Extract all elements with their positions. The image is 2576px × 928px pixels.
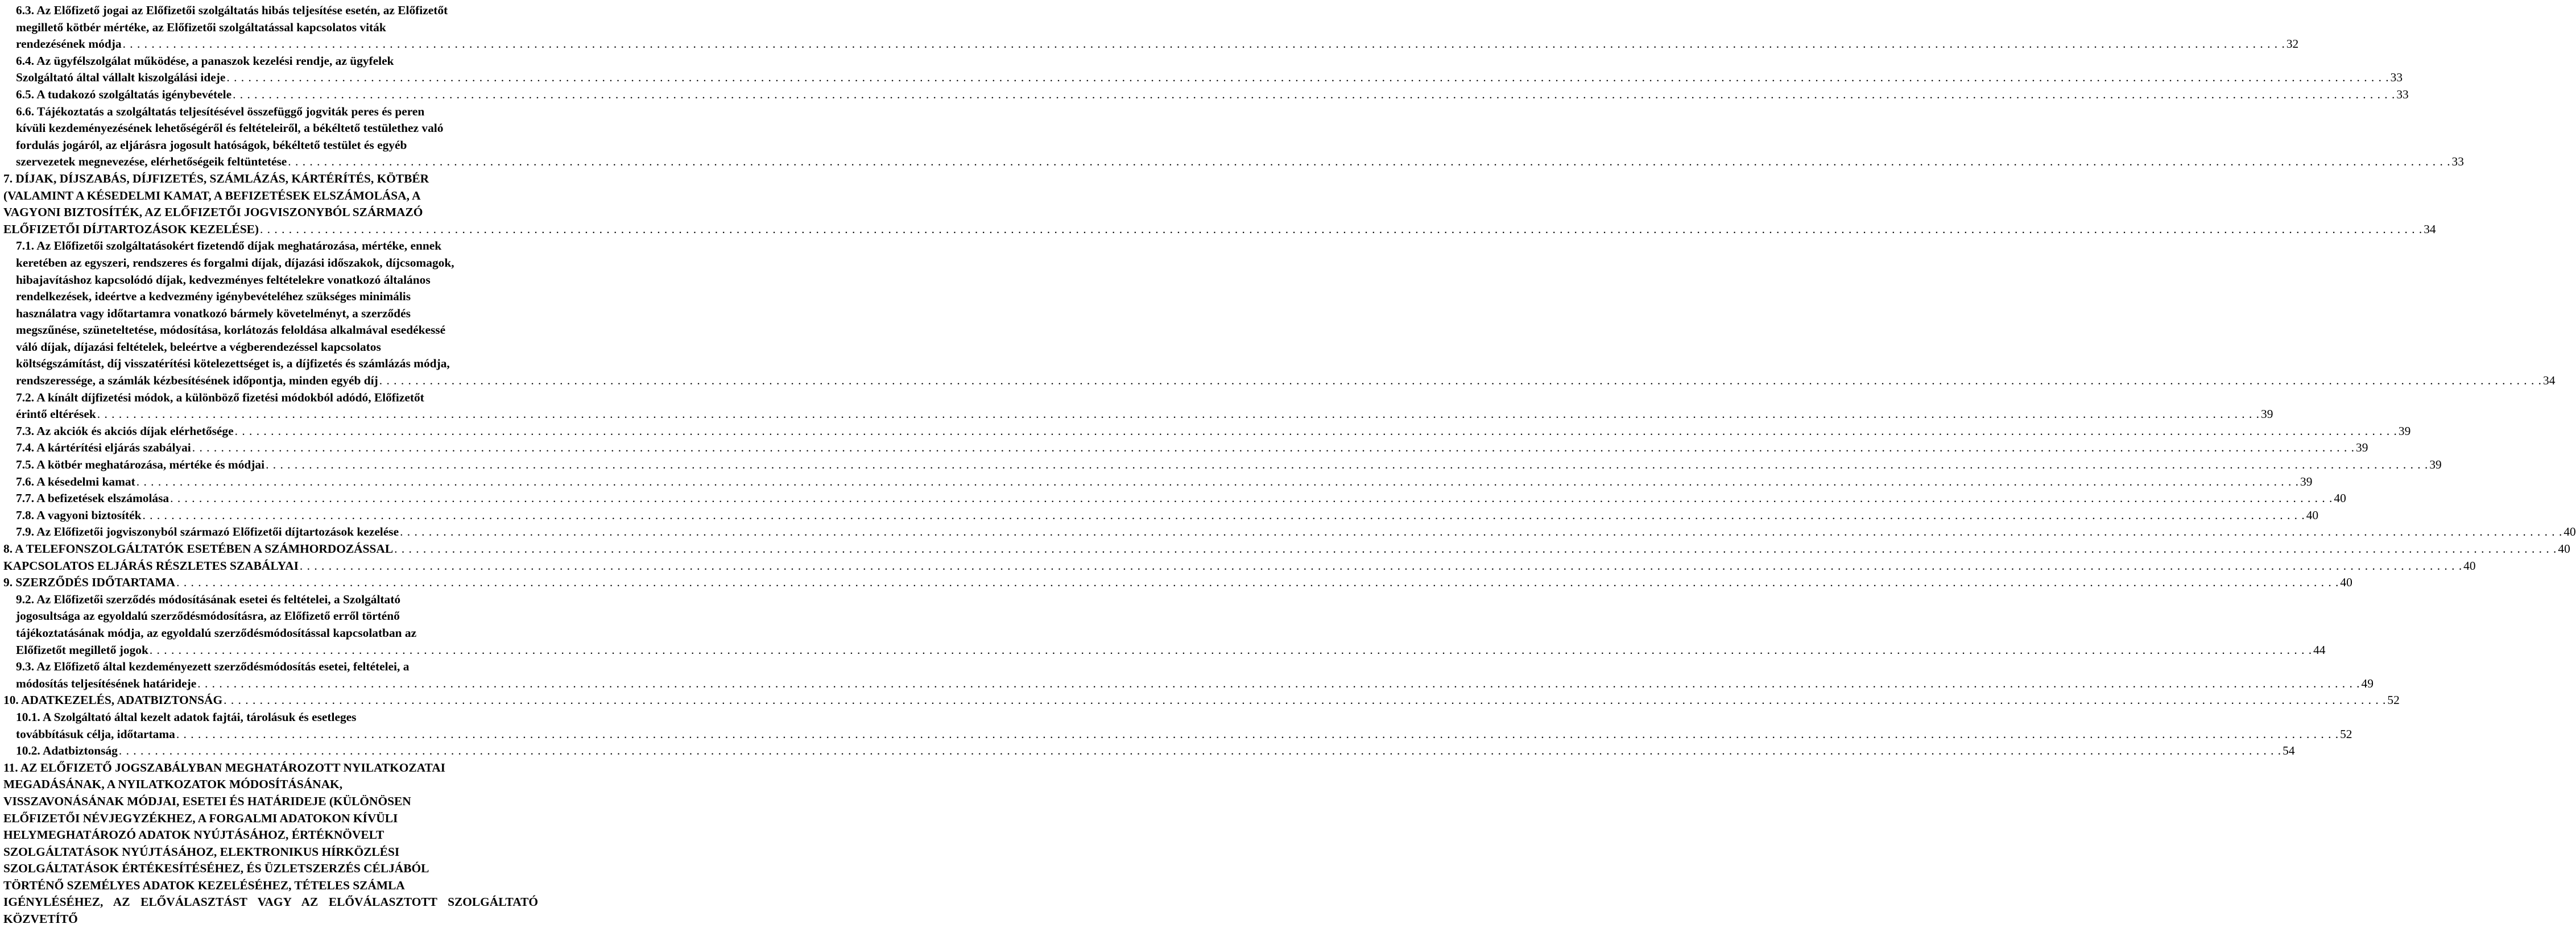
toc-entry-line: 7.2. A kínált díjfizetési módok, a különböző fizetési módokból adódó, Előfizetőt xyxy=(16,390,424,404)
toc-entry-title: 7.8. A vagyoni biztosíték xyxy=(16,508,142,522)
page-number: 44 xyxy=(2313,643,2326,657)
toc-entry-last-line xyxy=(16,69,2403,86)
toc-entry[interactable] xyxy=(3,692,2400,709)
toc-entry-line: költségszámítást, díj visszatérítési kötelezettséget is, a díjfizetés és számlázás módja, xyxy=(16,357,450,371)
page-number: 40 xyxy=(2563,525,2576,539)
page-number: 33 xyxy=(2396,87,2409,101)
toc-entry-line: (VALAMINT A KÉSEDELMI KAMAT, A BEFIZETÉSEK ELSZÁMOLÁSA, A xyxy=(3,188,421,202)
toc-entry-line: HELYMEGHATÁROZÓ ADATOK NYÚJTÁSÁHOZ, ÉRTÉKNÖVELT xyxy=(3,828,384,842)
toc-entry[interactable] xyxy=(16,507,2319,524)
toc-entry[interactable] xyxy=(16,440,2368,457)
toc-entry[interactable] xyxy=(3,574,2352,591)
toc-entry[interactable] xyxy=(3,760,538,928)
page-number: 39 xyxy=(2300,474,2313,488)
dot-leader: . . . . . . . . . . . . . . . . . . . . . . . . . . . . . . . . . . . . . . . . . . . . . . . . . . . . . . . . . . . . . . . . . . . . . . . . . . . . . . . . . . . . . . . . . . . . . . . . . . . . . . . . . . . . . . . . . . . . . . . . . . . . . . . . . . . . . . . . . . . . . . . . . . . . . . . . . . . . . . . . . . . . . . . . . . . . . . . . . . . . . . . . . . . . . . . . . . . . . . . . . . . . . . . . . . . . . . . . . . . . . . . . . . . . . . . . . . . . . . . . . . . . . . . . . . . . . . . . . . . . . . . . . . . . . . . . . . . . . . . . . . . . . . . . . . . . . . . . . . . . xyxy=(394,542,2557,556)
toc-entry[interactable] xyxy=(3,558,2476,575)
toc-entry-last-line xyxy=(16,457,2442,474)
toc-entry[interactable] xyxy=(16,743,2295,760)
toc-entry-last-line xyxy=(16,524,2576,541)
dot-leader: . . . . . . . . . . . . . . . . . . . . . . . . . . . . . . . . . . . . . . . . . . . . . . . . . . . . . . . . . . . . . . . . . . . . . . . . . . . . . . . . . . . . . . . . . . . . . . . . . . . . . . . . . . . . . . . . . . . . . . . . . . . . . . . . . . . . . . . . . . . . . . . . . . . . . . . . . . . . . . . . . . . . . . . . . . . . . . . . . . . . . . . . . . . . . . . . . . . . . . . . . . . . . . . . . . . . . . . . . . . . . . . . . . . . . . . . . . . . . . . . . . . . . . . . . . . . . . . . . . . . . . . . . . . . . . . . . . . . . . . . . . . . . . . . . . . . . . . . . . . . xyxy=(149,643,2313,657)
toc-entry-title: érintő eltérések xyxy=(16,407,96,421)
toc-entry-last-line xyxy=(16,490,2346,507)
page-number: 40 xyxy=(2558,542,2570,556)
page-number: 39 xyxy=(2261,407,2273,421)
toc-entry-title: rendszeressége, a számlák kézbesítésének időpontja, minden egyéb díj xyxy=(16,374,378,388)
dot-leader: . . . . . . . . . . . . . . . . . . . . . . . . . . . . . . . . . . . . . . . . . . . . . . . . . . . . . . . . . . . . . . . . . . . . . . . . . . . . . . . . . . . . . . . . . . . . . . . . . . . . . . . . . . . . . . . . . . . . . . . . . . . . . . . . . . . . . . . . . . . . . . . . . . . . . . . . . . . . . . . . . . . . . . . . . . . . . . . . . . . . . . . . . . . . . . . . . . . . . . . . . . . . . . . . . . . . . . . . . . . . . . . . . . . . . . . . . . . . . . . . . . . . . . . . . . . . . . . . . . . . . . . . . . . . . . . . . . . . . . . . . . . . . . . . . . . . . . . . . . . . xyxy=(176,575,2339,590)
toc-entry-line: VISSZAVONÁSÁNAK MÓDJAI, ESETEI ÉS HATÁRIDEJE (KÜLÖNÖSEN xyxy=(3,794,411,808)
toc-entry-line: IGÉNYLÉSÉHEZ, AZ ELŐVÁLASZTÁST VAGY AZ ELŐVÁLASZTOTT SZOLGÁLTATÓ KÖZVETÍTŐ xyxy=(3,895,538,926)
dot-leader: . . . . . . . . . . . . . . . . . . . . . . . . . . . . . . . . . . . . . . . . . . . . . . . . . . . . . . . . . . . . . . . . . . . . . . . . . . . . . . . . . . . . . . . . . . . . . . . . . . . . . . . . . . . . . . . . . . . . . . . . . . . . . . . . . . . . . . . . . . . . . . . . . . . . . . . . . . . . . . . . . . . . . . . . . . . . . . . . . . . . . . . . . . . . . . . . . . . . . . . . . . . . . . . . . . . . . . . . . . . . . . . . . . . . . . . . . . . . . . . . . . . . . . . . . . . . . . . . . . . . . . . . . . . . . . . . . . . . . . . . . . . . . . . . . . . . . . . . . . . . xyxy=(118,744,2282,758)
toc-entry-last-line xyxy=(16,406,2273,423)
dot-leader: . . . . . . . . . . . . . . . . . . . . . . . . . . . . . . . . . . . . . . . . . . . . . . . . . . . . . . . . . . . . . . . . . . . . . . . . . . . . . . . . . . . . . . . . . . . . . . . . . . . . . . . . . . . . . . . . . . . . . . . . . . . . . . . . . . . . . . . . . . . . . . . . . . . . . . . . . . . . . . . . . . . . . . . . . . . . . . . . . . . . . . . . . . . . . . . . . . . . . . . . . . . . . . . . . . . . . . . . . . . . . . . . . . . . . . . . . . . . . . . . . . . . . . . . . . . . . . . . . . . . . . . . . . . . . . . . . . . . . . . . . . . . . . . . . . . . . . . . . . . . xyxy=(379,374,2542,388)
toc-entry-line: fordulás jogáról, az eljárásra jogosult hatóságok, békéltető testület és egyéb xyxy=(16,138,407,152)
dot-leader: . . . . . . . . . . . . . . . . . . . . . . . . . . . . . . . . . . . . . . . . . . . . . . . . . . . . . . . . . . . . . . . . . . . . . . . . . . . . . . . . . . . . . . . . . . . . . . . . . . . . . . . . . . . . . . . . . . . . . . . . . . . . . . . . . . . . . . . . . . . . . . . . . . . . . . . . . . . . . . . . . . . . . . . . . . . . . . . . . . . . . . . . . . . . . . . . . . . . . . . . . . . . . . . . . . . . . . . . . . . . . . . . . . . . . . . . . . . . . . . . . . . . . . . . . . . . . . . . . . . . . . . . . . . . . . . . . . . . . . . . . . . . . . . . . . . . . . . . . . . . xyxy=(170,491,2333,506)
toc-entry[interactable] xyxy=(16,423,2411,440)
toc-entry-title: Előfizetőt megillető jogok xyxy=(16,643,148,657)
toc-entry-last-line xyxy=(16,154,2464,171)
toc-entry-title: 8. A TELEFONSZOLGÁLTATÓK ESETÉBEN A SZÁMHORDOZÁSSAL xyxy=(3,542,394,556)
toc-entry-title: 7.9. Az Előfizetői jogviszonyból származó Előfizetői díjtartozások kezelése xyxy=(16,525,399,539)
toc-entry-line: 9.3. Az Előfizető által kezdeményezett szerződésmódosítás esetei, feltételei, a xyxy=(16,660,410,674)
toc-entry-line: tájékoztatásának módja, az egyoldalú szerződésmódosítással kapcsolatban az xyxy=(16,625,417,640)
dot-leader: . . . . . . . . . . . . . . . . . . . . . . . . . . . . . . . . . . . . . . . . . . . . . . . . . . . . . . . . . . . . . . . . . . . . . . . . . . . . . . . . . . . . . . . . . . . . . . . . . . . . . . . . . . . . . . . . . . . . . . . . . . . . . . . . . . . . . . . . . . . . . . . . . . . . . . . . . . . . . . . . . . . . . . . . . . . . . . . . . . . . . . . . . . . . . . . . . . . . . . . . . . . . . . . . . . . . . . . . . . . . . . . . . . . . . . . . . . . . . . . . . . . . . . . . . . . . . . . . . . . . . . . . . . . . . . . . . . . . . . . . . . . . . . . . . . . . . . . . . . . . xyxy=(226,71,2389,85)
toc-entry-line: VAGYONI BIZTOSÍTÉK, AZ ELŐFIZETŐI JOGVISZONYBÓL SZÁRMAZÓ xyxy=(3,205,423,219)
toc-entry-line: megillető kötbér mértéke, az Előfizetői szolgáltatással kapcsolatos viták xyxy=(16,20,386,34)
dot-leader: . . . . . . . . . . . . . . . . . . . . . . . . . . . . . . . . . . . . . . . . . . . . . . . . . . . . . . . . . . . . . . . . . . . . . . . . . . . . . . . . . . . . . . . . . . . . . . . . . . . . . . . . . . . . . . . . . . . . . . . . . . . . . . . . . . . . . . . . . . . . . . . . . . . . . . . . . . . . . . . . . . . . . . . . . . . . . . . . . . . . . . . . . . . . . . . . . . . . . . . . . . . . . . . . . . . . . . . . . . . . . . . . . . . . . . . . . . . . . . . . . . . . . . . . . . . . . . . . . . . . . . . . . . . . . . . . . . . . . . . . . . . . . . . . . . . . . . . . . . . . xyxy=(197,676,2360,690)
toc-entry-line: 9.2. Az Előfizetői szerződés módosításának esetei és feltételei, a Szolgáltató xyxy=(16,592,401,606)
page-number: 39 xyxy=(2398,424,2411,438)
toc-entry-title: Szolgáltató által vállalt kiszolgálási ideje xyxy=(16,71,226,85)
toc-entry-line: 6.4. Az ügyfélszolgálat működése, a panaszok kezelési rendje, az ügyfelek xyxy=(16,53,394,68)
toc-entry-line: SZOLGÁLTATÁSOK ÉRTÉKESÍTÉSÉHEZ, ÉS ÜZLETSZERZÉS CÉLJÁBÓL xyxy=(3,861,429,876)
toc-entry-last-line xyxy=(3,541,2570,558)
page-number: 54 xyxy=(2283,744,2295,758)
toc-entry[interactable] xyxy=(16,591,2326,658)
page-number: 52 xyxy=(2340,727,2352,741)
toc-entry-line: 6.3. Az Előfizető jogai az Előfizetői szolgáltatás hibás teljesítése esetén, az Előfizetőt xyxy=(16,3,448,17)
toc-entry-title: 7.6. A késedelmi kamat xyxy=(16,474,135,488)
toc-entry-last-line xyxy=(3,692,2400,709)
toc-entry[interactable] xyxy=(16,2,2299,53)
toc-entry-last-line xyxy=(16,86,2409,103)
toc-entry-line: rendelkezések, ideértve a kedvezmény igénybevételéhez szükséges minimális xyxy=(16,289,411,304)
toc-entry[interactable] xyxy=(3,171,2436,238)
toc-entry-line: TÖRTÉNŐ SZEMÉLYES ADATOK KEZELÉSÉHEZ, TÉTELES SZÁMLA xyxy=(3,878,405,892)
page-number: 34 xyxy=(2543,374,2556,388)
toc-entry-line: megszűnése, szüneteltetése, módosítása, korlátozás feloldása alkalmával esedékessé xyxy=(16,323,446,337)
toc-entry-line: hibajavításhoz kapcsolódó díjak, kedvezményes feltételekre vonatkozó általános xyxy=(16,272,431,287)
dot-leader: . . . . . . . . . . . . . . . . . . . . . . . . . . . . . . . . . . . . . . . . . . . . . . . . . . . . . . . . . . . . . . . . . . . . . . . . . . . . . . . . . . . . . . . . . . . . . . . . . . . . . . . . . . . . . . . . . . . . . . . . . . . . . . . . . . . . . . . . . . . . . . . . . . . . . . . . . . . . . . . . . . . . . . . . . . . . . . . . . . . . . . . . . . . . . . . . . . . . . . . . . . . . . . . . . . . . . . . . . . . . . . . . . . . . . . . . . . . . . . . . . . . . . . . . . . . . . . . . . . . . . . . . . . . . . . . . . . . . . . . . . . . . . . . . . . . . . . . . . . . . xyxy=(176,727,2339,741)
page-number: 39 xyxy=(2429,458,2442,472)
toc-entry-line: 10.1. A Szolgáltató által kezelt adatok fajtái, tárolásuk és esetleges xyxy=(16,710,357,724)
toc-entry-title: ELŐFIZETŐI DÍJTARTOZÁSOK KEZELÉSE) xyxy=(3,222,259,236)
toc-entry-line: MEGADÁSÁNAK, A NYILATKOZATOK MÓDOSÍTÁSÁNAK, xyxy=(3,777,343,792)
toc-entry-title: 7.5. A kötbér meghatározása, mértéke és módjai xyxy=(16,458,265,472)
toc-entry-title: KAPCSOLATOS ELJÁRÁS RÉSZLETES SZABÁLYAI xyxy=(3,558,299,573)
toc-entry-line: 6.6. Tájékoztatás a szolgáltatás teljesítésével összefüggő jogviták peres és peren xyxy=(16,104,425,118)
dot-leader: . . . . . . . . . . . . . . . . . . . . . . . . . . . . . . . . . . . . . . . . . . . . . . . . . . . . . . . . . . . . . . . . . . . . . . . . . . . . . . . . . . . . . . . . . . . . . . . . . . . . . . . . . . . . . . . . . . . . . . . . . . . . . . . . . . . . . . . . . . . . . . . . . . . . . . . . . . . . . . . . . . . . . . . . . . . . . . . . . . . . . . . . . . . . . . . . . . . . . . . . . . . . . . . . . . . . . . . . . . . . . . . . . . . . . . . . . . . . . . . . . . . . . . . . . . . . . . . . . . . . . . . . . . . . . . . . . . . . . . . . . . . . . . . . . . . . . . . . . . . . xyxy=(288,155,2451,169)
toc-entry-last-line xyxy=(16,474,2313,491)
toc-entry-title: 7.4. A kártérítési eljárás szabályai xyxy=(16,441,191,455)
toc-entry-last-line xyxy=(16,423,2411,440)
dot-leader: . . . . . . . . . . . . . . . . . . . . . . . . . . . . . . . . . . . . . . . . . . . . . . . . . . . . . . . . . . . . . . . . . . . . . . . . . . . . . . . . . . . . . . . . . . . . . . . . . . . . . . . . . . . . . . . . . . . . . . . . . . . . . . . . . . . . . . . . . . . . . . . . . . . . . . . . . . . . . . . . . . . . . . . . . . . . . . . . . . . . . . . . . . . . . . . . . . . . . . . . . . . . . . . . . . . . . . . . . . . . . . . . . . . . . . . . . . . . . . . . . . . . . . . . . . . . . . . . . . . . . . . . . . . . . . . . . . . . . . . . . . . . . . . . . . . . . . . . . . . . xyxy=(136,474,2299,488)
dot-leader: . . . . . . . . . . . . . . . . . . . . . . . . . . . . . . . . . . . . . . . . . . . . . . . . . . . . . . . . . . . . . . . . . . . . . . . . . . . . . . . . . . . . . . . . . . . . . . . . . . . . . . . . . . . . . . . . . . . . . . . . . . . . . . . . . . . . . . . . . . . . . . . . . . . . . . . . . . . . . . . . . . . . . . . . . . . . . . . . . . . . . . . . . . . . . . . . . . . . . . . . . . . . . . . . . . . . . . . . . . . . . . . . . . . . . . . . . . . . . . . . . . . . . . . . . . . . . . . . . . . . . . . . . . . . . . . . . . . . . . . . . . . . . . . . . . . . . . . . . . . . xyxy=(224,693,2387,707)
page-number: 34 xyxy=(2424,222,2436,236)
toc-entry-title: szervezetek megnevezése, elérhetőségeik feltüntetése xyxy=(16,155,287,169)
toc-entry-line: jogosultsága az egyoldalú szerződésmódosításra, az Előfizető erről történő xyxy=(16,609,400,623)
dot-leader: . . . . . . . . . . . . . . . . . . . . . . . . . . . . . . . . . . . . . . . . . . . . . . . . . . . . . . . . . . . . . . . . . . . . . . . . . . . . . . . . . . . . . . . . . . . . . . . . . . . . . . . . . . . . . . . . . . . . . . . . . . . . . . . . . . . . . . . . . . . . . . . . . . . . . . . . . . . . . . . . . . . . . . . . . . . . . . . . . . . . . . . . . . . . . . . . . . . . . . . . . . . . . . . . . . . . . . . . . . . . . . . . . . . . . . . . . . . . . . . . . . . . . . . . . . . . . . . . . . . . . . . . . . . . . . . . . . . . . . . . . . . . . . . . . . . . . . . . . . . . xyxy=(299,558,2463,573)
dot-leader: . . . . . . . . . . . . . . . . . . . . . . . . . . . . . . . . . . . . . . . . . . . . . . . . . . . . . . . . . . . . . . . . . . . . . . . . . . . . . . . . . . . . . . . . . . . . . . . . . . . . . . . . . . . . . . . . . . . . . . . . . . . . . . . . . . . . . . . . . . . . . . . . . . . . . . . . . . . . . . . . . . . . . . . . . . . . . . . . . . . . . . . . . . . . . . . . . . . . . . . . . . . . . . . . . . . . . . . . . . . . . . . . . . . . . . . . . . . . . . . . . . . . . . . . . . . . . . . . . . . . . . . . . . . . . . . . . . . . . . . . . . . . . . . . . . . . . . . . . . . . xyxy=(233,87,2396,101)
toc-entry-title: rendezésének módja xyxy=(16,37,122,51)
toc-entry-last-line xyxy=(3,221,2436,238)
page-number: 32 xyxy=(2286,37,2299,51)
toc-entry-title: 7.7. A befizetések elszámolása xyxy=(16,491,169,506)
page-number: 33 xyxy=(2390,71,2403,85)
toc-entry-title: 9. SZERZŐDÉS IDŐTARTAMA xyxy=(3,575,176,590)
toc-entry-title: 10. ADATKEZELÉS, ADATBIZTONSÁG xyxy=(3,693,223,707)
toc-entry-last-line xyxy=(16,642,2326,659)
toc-entry-last-line xyxy=(16,726,2352,743)
toc-entry[interactable] xyxy=(16,457,2442,474)
toc-entry-title: továbbításuk célja, időtartama xyxy=(16,727,175,741)
page-number: 39 xyxy=(2356,441,2368,455)
toc-entry-line: használatra vagy időtartamra vonatkozó bármely követelményt, a szerződés xyxy=(16,306,411,320)
dot-leader: . . . . . . . . . . . . . . . . . . . . . . . . . . . . . . . . . . . . . . . . . . . . . . . . . . . . . . . . . . . . . . . . . . . . . . . . . . . . . . . . . . . . . . . . . . . . . . . . . . . . . . . . . . . . . . . . . . . . . . . . . . . . . . . . . . . . . . . . . . . . . . . . . . . . . . . . . . . . . . . . . . . . . . . . . . . . . . . . . . . . . . . . . . . . . . . . . . . . . . . . . . . . . . . . . . . . . . . . . . . . . . . . . . . . . . . . . . . . . . . . . . . . . . . . . . . . . . . . . . . . . . . . . . . . . . . . . . . . . . . . . . . . . . . . . . . . . . . . . . . . xyxy=(266,458,2429,472)
toc-entry-last-line xyxy=(3,558,2476,575)
toc-entry[interactable] xyxy=(16,658,2374,692)
dot-leader: . . . . . . . . . . . . . . . . . . . . . . . . . . . . . . . . . . . . . . . . . . . . . . . . . . . . . . . . . . . . . . . . . . . . . . . . . . . . . . . . . . . . . . . . . . . . . . . . . . . . . . . . . . . . . . . . . . . . . . . . . . . . . . . . . . . . . . . . . . . . . . . . . . . . . . . . . . . . . . . . . . . . . . . . . . . . . . . . . . . . . . . . . . . . . . . . . . . . . . . . . . . . . . . . . . . . . . . . . . . . . . . . . . . . . . . . . . . . . . . . . . . . . . . . . . . . . . . . . . . . . . . . . . . . . . . . . . . . . . . . . . . . . . . . . . . . . . . . . . . . xyxy=(97,407,2260,421)
toc-entry-line: ELŐFIZETŐI NÉVJEGYZÉKHEZ, A FORGALMI ADATOKON KÍVÜLI xyxy=(3,811,398,825)
toc-entry[interactable] xyxy=(16,709,2352,743)
toc-entry-last-line xyxy=(16,372,2556,390)
dot-leader: . . . . . . . . . . . . . . . . . . . . . . . . . . . . . . . . . . . . . . . . . . . . . . . . . . . . . . . . . . . . . . . . . . . . . . . . . . . . . . . . . . . . . . . . . . . . . . . . . . . . . . . . . . . . . . . . . . . . . . . . . . . . . . . . . . . . . . . . . . . . . . . . . . . . . . . . . . . . . . . . . . . . . . . . . . . . . . . . . . . . . . . . . . . . . . . . . . . . . . . . . . . . . . . . . . . . . . . . . . . . . . . . . . . . . . . . . . . . . . . . . . . . . . . . . . . . . . . . . . . . . . . . . . . . . . . . . . . . . . . . . . . . . . . . . . . . . . . . . . . . xyxy=(122,37,2285,51)
toc-entry-title: 10.2. Adatbiztonság xyxy=(16,744,118,758)
page-number: 40 xyxy=(2306,508,2319,522)
toc-entry-last-line xyxy=(16,36,2299,53)
toc-entry[interactable] xyxy=(3,541,2570,558)
toc-entry-line: SZOLGÁLTATÁSOK NYÚJTÁSÁHOZ, ELEKTRONIKUS HÍRKÖZLÉSI xyxy=(3,844,400,859)
dot-leader: . . . . . . . . . . . . . . . . . . . . . . . . . . . . . . . . . . . . . . . . . . . . . . . . . . . . . . . . . . . . . . . . . . . . . . . . . . . . . . . . . . . . . . . . . . . . . . . . . . . . . . . . . . . . . . . . . . . . . . . . . . . . . . . . . . . . . . . . . . . . . . . . . . . . . . . . . . . . . . . . . . . . . . . . . . . . . . . . . . . . . . . . . . . . . . . . . . . . . . . . . . . . . . . . . . . . . . . . . . . . . . . . . . . . . . . . . . . . . . . . . . . . . . . . . . . . . . . . . . . . . . . . . . . . . . . . . . . . . . . . . . . . . . . . . . . . . . . . . . . . xyxy=(234,424,2397,438)
toc-entry[interactable] xyxy=(16,474,2313,491)
toc-entry[interactable] xyxy=(16,490,2346,507)
page-number: 52 xyxy=(2387,693,2400,707)
dot-leader: . . . . . . . . . . . . . . . . . . . . . . . . . . . . . . . . . . . . . . . . . . . . . . . . . . . . . . . . . . . . . . . . . . . . . . . . . . . . . . . . . . . . . . . . . . . . . . . . . . . . . . . . . . . . . . . . . . . . . . . . . . . . . . . . . . . . . . . . . . . . . . . . . . . . . . . . . . . . . . . . . . . . . . . . . . . . . . . . . . . . . . . . . . . . . . . . . . . . . . . . . . . . . . . . . . . . . . . . . . . . . . . . . . . . . . . . . . . . . . . . . . . . . . . . . . . . . . . . . . . . . . . . . . . . . . . . . . . . . . . . . . . . . . . . . . . . . . . . . . . . xyxy=(192,441,2355,455)
toc-entry-last-line xyxy=(16,440,2368,457)
toc-entry[interactable] xyxy=(16,238,2556,389)
page-number: 49 xyxy=(2361,676,2374,690)
toc-entry-title: 7.3. Az akciók és akciós díjak elérhetősége xyxy=(16,424,234,438)
toc-entry-line: 7. DÍJAK, DÍJSZABÁS, DÍJFIZETÉS, SZÁMLÁZÁS, KÁRTÉRÍTÉS, KÖTBÉR xyxy=(3,171,429,185)
dot-leader: . . . . . . . . . . . . . . . . . . . . . . . . . . . . . . . . . . . . . . . . . . . . . . . . . . . . . . . . . . . . . . . . . . . . . . . . . . . . . . . . . . . . . . . . . . . . . . . . . . . . . . . . . . . . . . . . . . . . . . . . . . . . . . . . . . . . . . . . . . . . . . . . . . . . . . . . . . . . . . . . . . . . . . . . . . . . . . . . . . . . . . . . . . . . . . . . . . . . . . . . . . . . . . . . . . . . . . . . . . . . . . . . . . . . . . . . . . . . . . . . . . . . . . . . . . . . . . . . . . . . . . . . . . . . . . . . . . . . . . . . . . . . . . . . . . . . . . . . . . . . xyxy=(400,525,2563,539)
toc-entry-last-line xyxy=(3,574,2352,591)
toc-entry-line: 7.1. Az Előfizetői szolgáltatásokért fizetendő díjak meghatározása, mértéke, ennek xyxy=(16,239,442,253)
toc-entry[interactable] xyxy=(16,53,2403,86)
toc-entry-title: módosítás teljesítésének határideje xyxy=(16,676,197,690)
toc-entry[interactable] xyxy=(16,103,2464,171)
toc-entry[interactable] xyxy=(16,524,2576,541)
page-number: 40 xyxy=(2340,575,2352,590)
dot-leader: . . . . . . . . . . . . . . . . . . . . . . . . . . . . . . . . . . . . . . . . . . . . . . . . . . . . . . . . . . . . . . . . . . . . . . . . . . . . . . . . . . . . . . . . . . . . . . . . . . . . . . . . . . . . . . . . . . . . . . . . . . . . . . . . . . . . . . . . . . . . . . . . . . . . . . . . . . . . . . . . . . . . . . . . . . . . . . . . . . . . . . . . . . . . . . . . . . . . . . . . . . . . . . . . . . . . . . . . . . . . . . . . . . . . . . . . . . . . . . . . . . . . . . . . . . . . . . . . . . . . . . . . . . . . . . . . . . . . . . . . . . . . . . . . . . . . . . . . . . . . xyxy=(259,222,2423,236)
toc-entry-line: váló díjak, díjazási feltételek, beleértve a végberendezéssel kapcsolatos xyxy=(16,339,381,354)
toc-entry-line: keretében az egyszeri, rendszeres és forgalmi díjak, díjazási időszakok, díjcsomagok, xyxy=(16,255,454,270)
toc-entry-title: 6.5. A tudakozó szolgáltatás igénybevétele xyxy=(16,87,232,101)
toc-entry-last-line xyxy=(16,743,2295,760)
toc-entry-last-line xyxy=(16,507,2319,524)
page-number: 33 xyxy=(2451,155,2464,169)
toc-entry[interactable] xyxy=(16,390,2273,423)
dot-leader: . . . . . . . . . . . . . . . . . . . . . . . . . . . . . . . . . . . . . . . . . . . . . . . . . . . . . . . . . . . . . . . . . . . . . . . . . . . . . . . . . . . . . . . . . . . . . . . . . . . . . . . . . . . . . . . . . . . . . . . . . . . . . . . . . . . . . . . . . . . . . . . . . . . . . . . . . . . . . . . . . . . . . . . . . . . . . . . . . . . . . . . . . . . . . . . . . . . . . . . . . . . . . . . . . . . . . . . . . . . . . . . . . . . . . . . . . . . . . . . . . . . . . . . . . . . . . . . . . . . . . . . . . . . . . . . . . . . . . . . . . . . . . . . . . . . . . . . . . . . . xyxy=(142,508,2305,522)
toc-entry[interactable] xyxy=(16,86,2409,103)
toc-entry-line: kívüli kezdeményezésének lehetőségéről és feltételeiről, a békéltető testülethez való xyxy=(16,121,444,135)
page-number: 40 xyxy=(2463,558,2476,573)
toc-entry-line: 11. AZ ELŐFIZETŐ JOGSZABÁLYBAN MEGHATÁROZOTT NYILATKOZATAI xyxy=(3,760,445,774)
page-number: 40 xyxy=(2334,491,2346,506)
toc-entry-last-line xyxy=(16,676,2374,693)
